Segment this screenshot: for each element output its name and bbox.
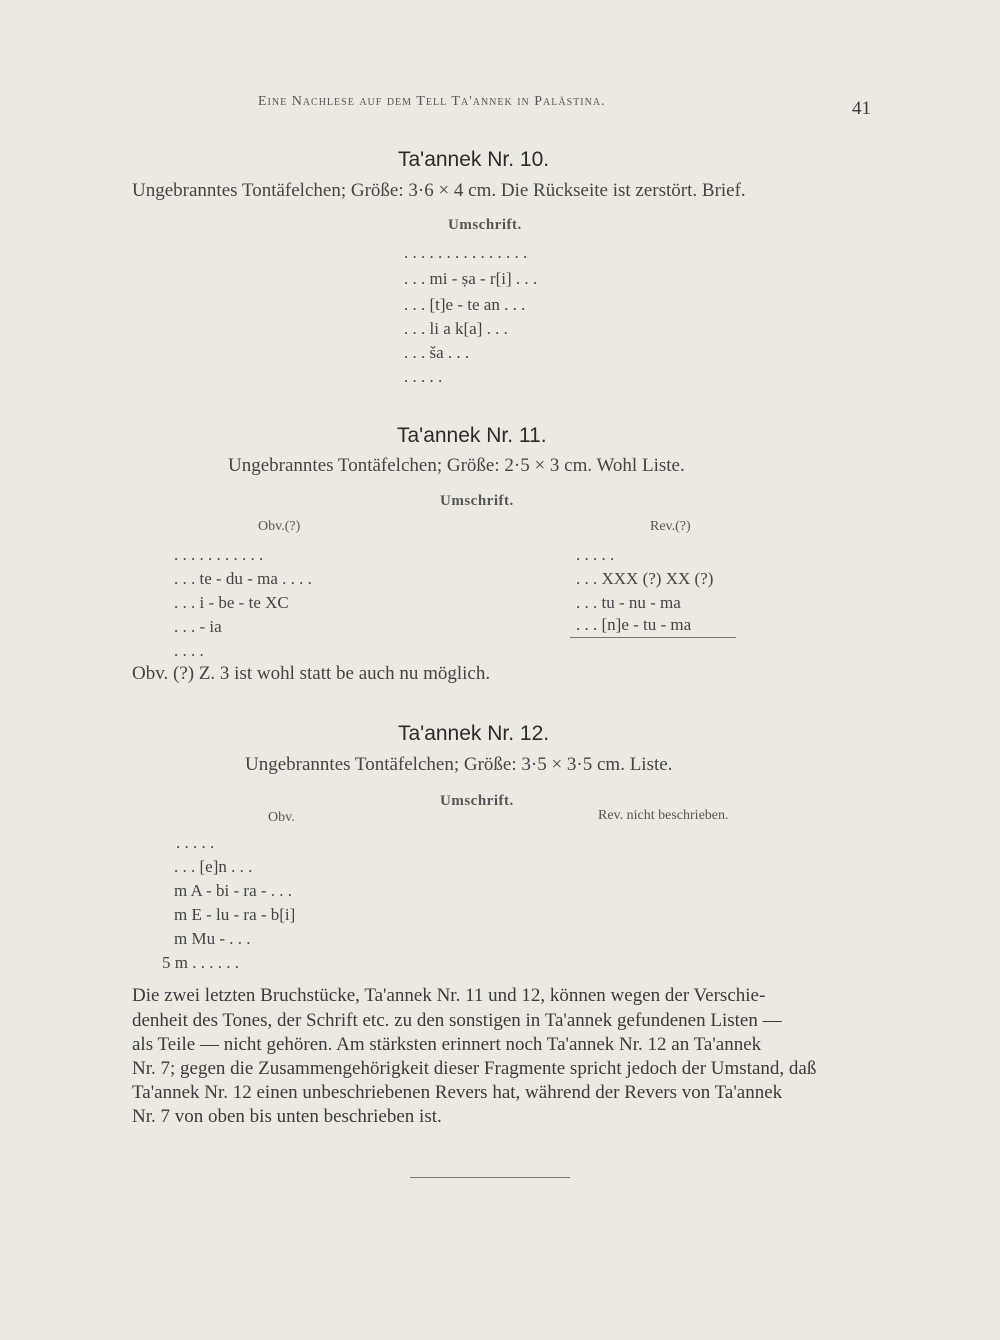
paragraph-line: denheit des Tones, der Schrift etc. zu den sonstigen in Ta'annek gefundenen Listen — xyxy=(132,1010,782,1031)
transliteration-line: . . . li a k[a] . . . xyxy=(404,319,508,338)
note-nr11: Obv. (?) Z. 3 ist wohl statt be auch nu möglich. xyxy=(132,663,491,684)
obv-line: m E - lu - ra - b[i] xyxy=(174,905,296,924)
section-desc-nr10: Ungebranntes Tontäfelchen; Größe: 3·6 × 4 cm. Die Rückseite ist zerstört. Brief. xyxy=(132,180,746,201)
obv-line: . . . . . xyxy=(176,833,215,852)
umschrift-label-nr12: Umschrift. xyxy=(440,793,514,809)
paragraph-line: Die zwei letzten Bruchstücke, Ta'annek Nr. 11 und 12, können wegen der Verschie- xyxy=(132,985,766,1006)
transliteration-line: . . . mi - ṣa - r[i] . . . xyxy=(404,269,538,288)
section-desc-nr11: Ungebranntes Tontäfelchen; Größe: 2·5 × 3 cm. Wohl Liste. xyxy=(228,455,685,476)
rev-line: . . . XXX (?) XX (?) xyxy=(576,569,714,588)
running-header: Eine Nachlese auf dem Tell Ta'annek in Palästina. xyxy=(258,94,606,109)
section-title-nr10: Ta'annek Nr. 10. xyxy=(398,148,550,171)
rev-line: . . . [n]e - tu - ma xyxy=(576,615,692,634)
paragraph-line: Ta'annek Nr. 12 einen unbeschriebenen Revers hat, während der Revers von Ta'annek xyxy=(132,1082,783,1103)
obv-line: . . . te - du - ma . . . . xyxy=(174,569,312,588)
rev-label-nr12: Rev. nicht beschrieben. xyxy=(598,808,729,823)
paragraph-line: Nr. 7 von oben bis unten beschrieben ist. xyxy=(132,1106,442,1127)
rev-line: . . . tu - nu - ma xyxy=(576,593,681,612)
obv-label-nr12: Obv. xyxy=(268,810,295,825)
section-title-nr11: Ta'annek Nr. 11. xyxy=(397,424,547,447)
transliteration-line: . . . ša . . . xyxy=(404,343,470,362)
obv-line: . . . . xyxy=(174,641,204,660)
obv-line: m Mu - . . . xyxy=(174,929,251,948)
obv-line: . . . [e]n . . . xyxy=(174,857,253,876)
section-desc-nr12: Ungebranntes Tontäfelchen; Größe: 3·5 × 3·5 cm. Liste. xyxy=(245,754,673,775)
transliteration-line: . . . [t]e - te an . . . xyxy=(404,295,526,314)
rev-line: . . . . . xyxy=(576,545,615,564)
rev-underline xyxy=(570,637,736,638)
paragraph-line: Nr. 7; gegen die Zusammengehörigkeit dieser Fragmente spricht jedoch der Umstand, daß xyxy=(132,1058,817,1079)
obv-line: m A - bi - ra - . . . xyxy=(174,881,293,900)
obv-line: . . . i - be - te XC xyxy=(174,593,289,612)
rev-label-nr11: Rev.(?) xyxy=(650,519,691,534)
transliteration-line: . . . . . . . . . . . . . . . xyxy=(404,243,528,262)
obv-label-nr11: Obv.(?) xyxy=(258,519,301,534)
umschrift-label-nr10: Umschrift. xyxy=(448,217,522,233)
page-number: 41 xyxy=(852,98,871,119)
transliteration-line: . . . . . xyxy=(404,367,443,386)
paragraph-line: als Teile — nicht gehören. Am stärksten erinnert noch Ta'annek Nr. 12 an Ta'annek xyxy=(132,1034,762,1055)
umschrift-label-nr11: Umschrift. xyxy=(440,493,514,509)
end-rule xyxy=(410,1177,570,1178)
obv-line: . . . - ia xyxy=(174,617,222,636)
obv-line: . . . . . . . . . . . xyxy=(174,545,264,564)
obv-line: 5 m . . . . . . xyxy=(162,953,239,972)
section-title-nr12: Ta'annek Nr. 12. xyxy=(398,722,550,745)
